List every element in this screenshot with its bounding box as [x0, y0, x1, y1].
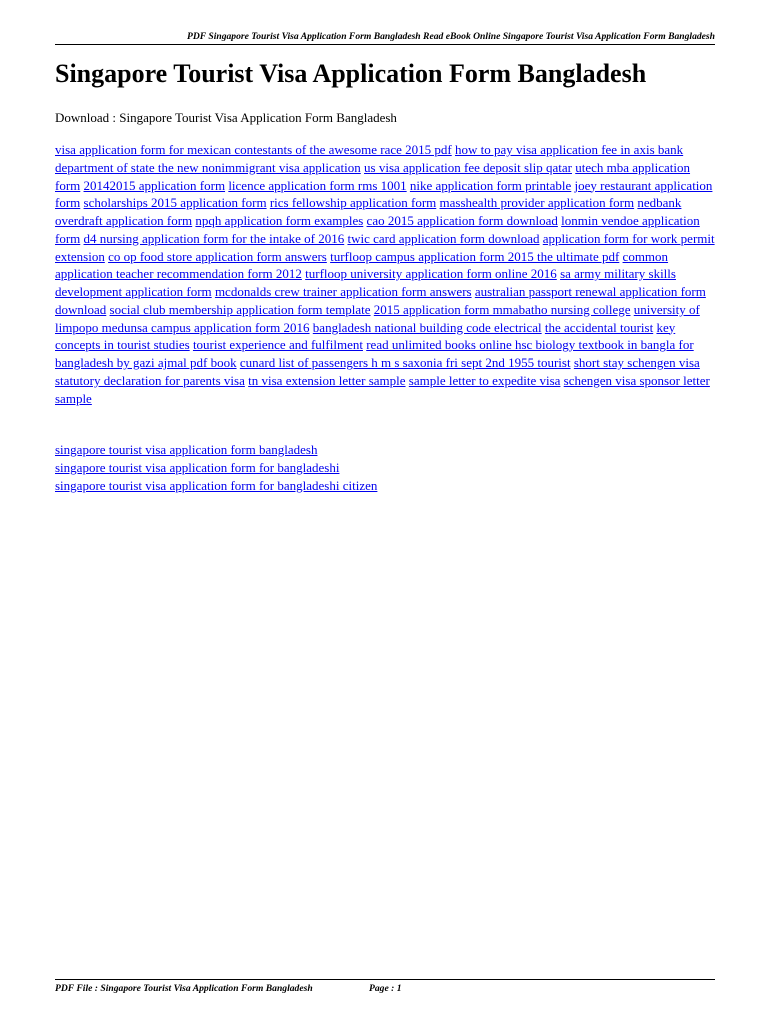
document-link[interactable]: read unlimited books online hsc biology textbook in bangla for bangladesh by gazi ajmal pdf book [55, 337, 694, 370]
document-link[interactable]: joey restaurant application form [55, 177, 713, 211]
document-link[interactable]: cunard list of passengers h m s saxonia fri sept 2nd 1955 tourist [239, 355, 571, 370]
document-link[interactable]: us visa application fee deposit slip qatar [364, 159, 572, 175]
document-link[interactable]: scholarships 2015 application form [83, 195, 267, 211]
document-link[interactable]: sample letter to expedite visa [408, 372, 561, 388]
document-link[interactable]: schengen visa sponsor letter sample [55, 372, 710, 406]
document-link[interactable]: social club membership application form template [109, 301, 371, 317]
document-link[interactable]: department of state the new nonimmigrant visa application [55, 159, 361, 175]
document-link[interactable]: nedbank overdraft application form [55, 195, 682, 228]
document-link[interactable]: short stay schengen visa [573, 355, 700, 370]
document-link[interactable]: cao 2015 application form download [366, 213, 558, 228]
download-line: Download : Singapore Tourist Visa Application Form Bangladesh [55, 110, 397, 125]
document-link[interactable]: tourist experience and fulfilment [192, 337, 363, 353]
related-search-link[interactable]: singapore tourist visa application form bangladesh [55, 442, 318, 457]
document-link[interactable]: application form for work permit extension [55, 230, 715, 264]
document-link[interactable]: australian passport renewal application form download [55, 284, 706, 317]
document-link[interactable]: co op food store application form answers [108, 248, 327, 264]
document-link[interactable]: d4 nursing application form for the intake of 2016 [83, 230, 345, 246]
footer-page-number: Page : 1 [369, 983, 402, 994]
document-link[interactable]: turfloop university application form online 2016 [305, 266, 557, 282]
document-link[interactable]: rics fellowship application form [269, 195, 437, 211]
document-link[interactable]: masshealth provider application form [439, 195, 635, 211]
document-link[interactable]: nike application form printable [409, 177, 572, 193]
document-link[interactable]: turfloop campus application form 2015 the ultimate pdf [330, 248, 620, 264]
document-link[interactable]: key concepts in tourist studies [55, 319, 676, 353]
document-link[interactable]: bangladesh national building code electrical [312, 319, 542, 335]
document-title: Singapore Tourist Visa Application Form Bangladesh [55, 59, 647, 88]
document-link[interactable]: how to pay visa application fee in axis bank [454, 142, 684, 157]
document-link[interactable]: tn visa extension letter sample [248, 372, 406, 388]
document-link[interactable]: university of limpopo medunsa campus application form 2016 [55, 301, 700, 335]
related-searches-list [55, 441, 377, 494]
document-link[interactable]: sa army military skills development application form [55, 266, 676, 299]
document-link[interactable]: mcdonalds crew trainer application form answers [214, 284, 472, 299]
document-link[interactable]: twic card application form download [347, 230, 540, 246]
related-search-link[interactable]: singapore tourist visa application form for bangladeshi [55, 459, 340, 475]
document-link[interactable]: utech mba application form [55, 159, 691, 193]
document-link[interactable]: lonmin vendoe application form [55, 213, 700, 246]
document-link[interactable]: 20142015 application form [83, 177, 226, 193]
document-link[interactable]: visa application form for mexican contestants of the awesome race 2015 pdf [55, 142, 452, 157]
document-link[interactable]: the accidental tourist [544, 319, 654, 335]
document-link[interactable]: common application teacher recommendation form 2012 [55, 248, 669, 282]
footer-file-label: PDF File : Singapore Tourist Visa Application Form Bangladesh [55, 983, 313, 994]
header-divider [55, 44, 715, 45]
related-search-link[interactable]: singapore tourist visa application form for bangladeshi citizen [55, 477, 378, 493]
footer-divider [55, 979, 715, 980]
document-link[interactable]: statutory declaration for parents visa [55, 372, 245, 388]
related-links-paragraph [55, 141, 717, 407]
document-link[interactable]: 2015 application form mmabatho nursing college [373, 301, 631, 317]
page-header: PDF Singapore Tourist Visa Application Form Bangladesh Read eBook Online Singapore Tourist Visa Application Form Bangladesh [186, 31, 715, 42]
document-link[interactable]: npqh application form examples [195, 213, 364, 228]
document-link[interactable]: licence application form rms 1001 [228, 177, 407, 193]
